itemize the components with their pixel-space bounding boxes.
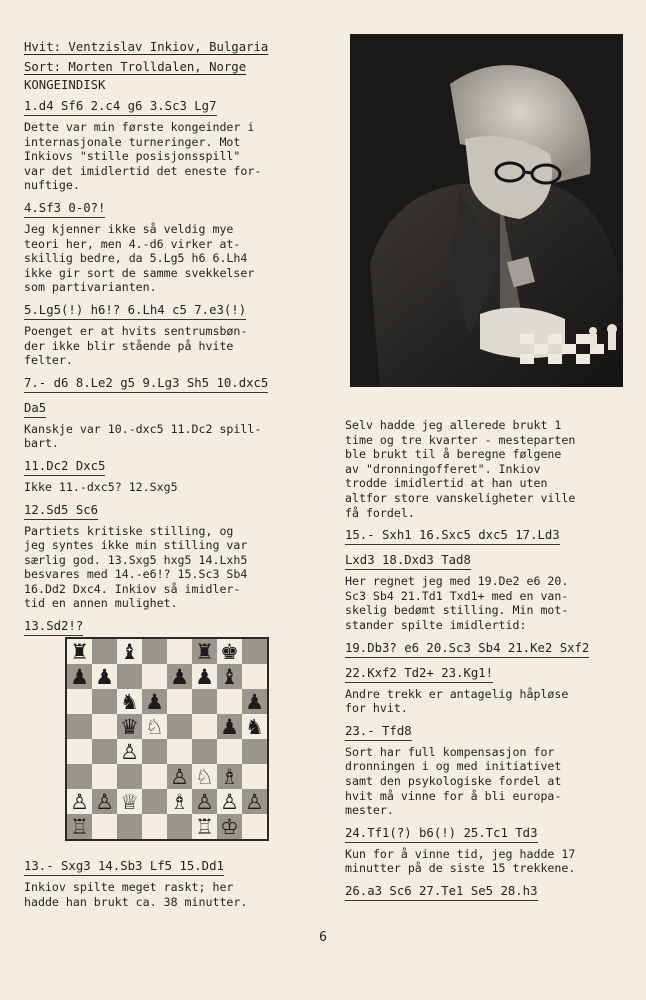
comment-paragraph (24, 880, 320, 909)
left-column (24, 37, 320, 640)
opening-name: KONGEINDISK (24, 78, 106, 92)
comment-line: 16.Dd2 Dxc4. Inkiov så imidler- (24, 581, 241, 596)
comment-line: for hvit. (345, 701, 408, 716)
comment-line: nuftige. (24, 178, 80, 193)
move-line: 7.- d6 8.Le2 g5 9.Lg3 Sh5 10.dxc5 (24, 375, 268, 393)
move-line: 1.d4 Sf6 2.c4 g6 3.Sc3 Lg7 (24, 98, 217, 116)
white-pawn-icon: ♙ (120, 740, 139, 764)
comment-line: Inkiov spilte meget raskt; her (24, 880, 234, 894)
black-pawn-icon: ♟ (95, 665, 114, 689)
comment-line: der ikke blir stående på hvite (24, 338, 234, 353)
board-square (167, 639, 192, 664)
move-line: 22.Kxf2 Td2+ 23.Kg1! (345, 665, 493, 683)
comment-paragraph (345, 847, 630, 876)
white-bishop-icon: ♗ (220, 765, 239, 789)
comment-line: stander spilte imidlertid: (345, 617, 527, 632)
white-pawn-icon: ♙ (245, 790, 264, 814)
right-annotation-flow (345, 418, 630, 905)
comment-line: hadde han brukt ca. 38 minutter. (24, 894, 248, 909)
board-square (142, 639, 167, 664)
white-pawn-icon: ♙ (170, 765, 189, 789)
comment-line: få fordel. (345, 505, 415, 520)
black-knight-icon: ♞ (120, 690, 139, 714)
white-rook-icon: ♖ (195, 815, 214, 839)
move-line: Da5 (24, 400, 46, 418)
comment-line: besvares med 14.-e6!? 15.Sc3 Sb4 (24, 567, 248, 582)
comment-line: ble brukt til å beregne følgene (345, 447, 562, 462)
board-square (92, 814, 117, 839)
move-line: Lxd3 18.Dxd3 Tad8 (345, 552, 471, 570)
black-pawn-icon: ♟ (70, 665, 89, 689)
board-square (242, 814, 267, 839)
comment-line: minutter på de siste 15 trekkene. (345, 861, 576, 876)
board-square (117, 814, 142, 839)
board-square (142, 814, 167, 839)
black-pawn-icon: ♟ (195, 665, 214, 689)
white-player-line: Hvit: Ventzislav Inkiov, Bulgaria (24, 40, 269, 54)
black-pawn-icon: ♟ (220, 715, 239, 739)
comment-line: felter. (24, 353, 73, 368)
white-pawn-icon: ♙ (70, 790, 89, 814)
board-square (192, 714, 217, 739)
move-line: 19.Db3? e6 20.Sc3 Sb4 21.Ke2 Sxf2 (345, 640, 589, 658)
comment-line: Dette var min første kongeinder i (24, 120, 255, 134)
comment-paragraph (345, 745, 630, 818)
black-queen-icon: ♛ (120, 715, 139, 739)
black-pawn-icon: ♟ (170, 665, 189, 689)
move-line: 24.Tf1(?) b6(!) 25.Tc1 Td3 (345, 825, 538, 843)
chessboard (67, 639, 267, 839)
white-pawn-icon: ♙ (195, 790, 214, 814)
comment-line: Partiets kritiske stilling, og (24, 523, 234, 538)
comment-line: ikke gir sort de samme svekkelser (24, 265, 255, 280)
right-column (345, 418, 630, 905)
board-square (117, 664, 142, 689)
comment-line: trodde imidlertid at han uten (345, 476, 548, 491)
comment-line: Ikke 11.-dxc5? 12.Sxg5 (24, 479, 178, 494)
board-square (67, 689, 92, 714)
comment-line: som partivarianten. (24, 280, 157, 295)
comment-line: hvit må vinne for å bli europa- (345, 788, 562, 803)
comment-line: Kun for å vinne tid, jeg hadde 17 (345, 846, 576, 861)
comment-line: skelig bedømt stilling. Min mot- (345, 603, 569, 618)
white-pawn-icon: ♙ (220, 790, 239, 814)
board-square (117, 764, 142, 789)
move-line: 4.Sf3 0-0?! (24, 200, 105, 218)
black-pawn-icon: ♟ (245, 690, 264, 714)
comment-paragraph (345, 574, 630, 632)
move-line: 15.- Sxh1 16.Sxc5 dxc5 17.Ld3 (345, 527, 560, 545)
white-bishop-icon: ♗ (170, 790, 189, 814)
board-square (92, 739, 117, 764)
board-square (142, 764, 167, 789)
black-rook-icon: ♜ (195, 640, 214, 664)
comment-line: Jeg kjenner ikke så veldig mye (24, 221, 234, 236)
comment-paragraph (24, 120, 320, 193)
comment-line: samt den psykologiske fordel at (345, 773, 562, 788)
black-bishop-icon: ♝ (120, 640, 139, 664)
board-square (92, 639, 117, 664)
board-square (217, 739, 242, 764)
move-line: 23.- Tfd8 (345, 723, 412, 741)
comment-line: dronningen i og med initiativet (345, 759, 562, 774)
comment-line: Selv hadde jeg allerede brukt 1 (345, 418, 562, 432)
board-square (242, 764, 267, 789)
board-square (67, 739, 92, 764)
board-square (92, 714, 117, 739)
board-square (67, 764, 92, 789)
white-knight-icon: ♘ (145, 715, 164, 739)
comment-line: mester. (345, 803, 394, 818)
white-rook-icon: ♖ (70, 815, 89, 839)
comment-line: var det imidlertid det eneste for- (24, 163, 262, 178)
board-square (242, 739, 267, 764)
white-queen-icon: ♕ (120, 790, 139, 814)
board-square (242, 664, 267, 689)
board-square (142, 739, 167, 764)
comment-paragraph (24, 480, 320, 495)
white-knight-icon: ♘ (195, 765, 214, 789)
board-square (217, 689, 242, 714)
comment-line: bart. (24, 436, 59, 451)
left-annotation-flow (24, 95, 320, 640)
board-square (67, 714, 92, 739)
black-pawn-icon: ♟ (145, 690, 164, 714)
black-king-icon: ♚ (220, 640, 239, 664)
comment-line: Andre trekk er antagelig håpløse (345, 686, 569, 701)
board-square (242, 639, 267, 664)
chess-diagram (65, 637, 269, 841)
move-line: 12.Sd5 Sc6 (24, 502, 98, 520)
comment-line: Poenget er at hvits sentrumsbøn- (24, 323, 248, 338)
board-square (192, 739, 217, 764)
board-square (92, 764, 117, 789)
comment-line: Sort har full kompensasjon for (345, 744, 555, 759)
comment-line: Inkiovs "stille posisjonsspill" (24, 149, 241, 164)
comment-paragraph (24, 324, 320, 368)
board-square (167, 739, 192, 764)
move-line: 11.Dc2 Dxc5 (24, 458, 105, 476)
comment-paragraph (24, 422, 320, 451)
board-square (142, 664, 167, 689)
left-column-after-diagram (24, 855, 320, 913)
black-player-line: Sort: Morten Trolldalen, Norge (24, 60, 247, 74)
comment-line: Sc3 Sb4 21.Td1 Txd1+ med en van- (345, 588, 569, 603)
move-line: 26.a3 Sc6 27.Te1 Se5 28.h3 (345, 883, 538, 901)
chess-player-photo-icon (350, 34, 623, 387)
comment-line: særlig god. 13.Sxg5 hxg5 14.Lxh5 (24, 552, 248, 567)
move-line: 5.Lg5(!) h6!? 6.Lh4 c5 7.e3(!) (24, 302, 246, 320)
comment-paragraph (345, 687, 630, 716)
white-pawn-icon: ♙ (95, 790, 114, 814)
comment-paragraph (24, 524, 320, 612)
comment-line: Her regnet jeg med 19.De2 e6 20. (345, 574, 569, 589)
left-after-flow (24, 855, 320, 909)
comment-paragraph (24, 222, 320, 295)
comment-line: tid en annen mulighet. (24, 596, 178, 611)
page-number: 6 (319, 930, 327, 945)
board-square (192, 689, 217, 714)
white-king-icon: ♔ (220, 815, 239, 839)
black-rook-icon: ♜ (70, 640, 89, 664)
board-square (142, 789, 167, 814)
comment-line: jeg syntes ikke min stilling var (24, 538, 248, 553)
board-square (167, 689, 192, 714)
board-square (167, 814, 192, 839)
comment-line: teori her, men 4.-d6 virker at- (24, 236, 241, 251)
board-square (92, 689, 117, 714)
black-knight-icon: ♞ (245, 715, 264, 739)
black-bishop-icon: ♝ (220, 665, 239, 689)
comment-line: Kanskje var 10.-dxc5 11.Dc2 spill- (24, 421, 262, 436)
comment-paragraph (345, 418, 630, 520)
comment-line: av "dronningofferet". Inkiov (345, 461, 541, 476)
comment-line: internasjonale turneringer. Mot (24, 134, 241, 149)
board-square (167, 714, 192, 739)
move-line: 13.Sd2!? (24, 618, 83, 636)
player-photo (350, 34, 623, 387)
comment-line: time og tre kvarter - mesteparten (345, 432, 576, 447)
move-line: 13.- Sxg3 14.Sb3 Lf5 15.Dd1 (24, 858, 224, 876)
comment-line: skillig bedre, da 5.Lg5 h6 6.Lh4 (24, 251, 248, 266)
comment-line: altfor store vanskeligheter ville (345, 490, 576, 505)
